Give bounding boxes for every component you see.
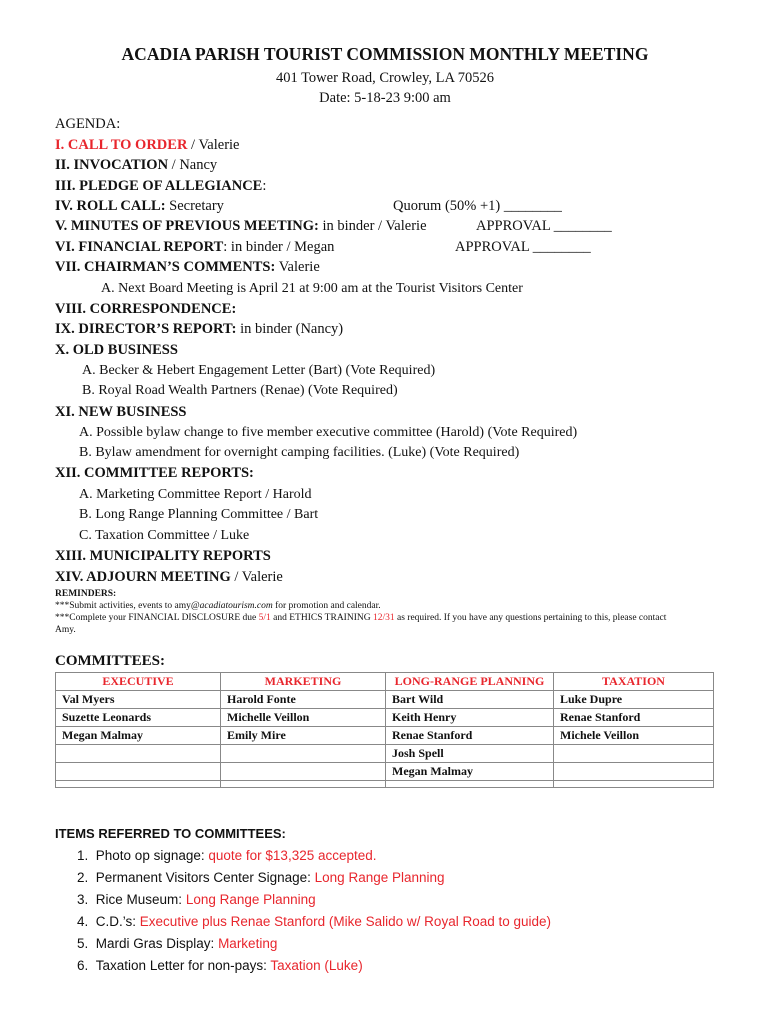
referred-item-text: C.D.’s:: [95, 914, 140, 929]
reminder-line-3: Amy.: [55, 625, 76, 635]
reminder-text: and ETHICS TRAINING: [270, 613, 373, 623]
referred-item-text: Photo op signage:: [95, 848, 209, 863]
agenda-text: / Valerie: [230, 569, 283, 585]
committees-label: COMMITTEES:: [55, 653, 166, 669]
financial-approval-field: APPROVAL ________: [455, 239, 591, 255]
referred-item: [77, 914, 551, 929]
referred-item-committee: quote for $13,325 accepted.: [208, 848, 377, 863]
table-cell: [221, 745, 386, 763]
table-cell: Michele Veillon: [554, 727, 714, 745]
table-cell: Emily Mire: [221, 727, 386, 745]
new-business-item: A. Possible bylaw change to five member executive committee (Harold) (Vote Required): [79, 425, 578, 440]
table-cell: Suzette Leonards: [56, 709, 221, 727]
table-row: [56, 691, 714, 709]
agenda-heading: XIV. ADJOURN MEETING: [55, 569, 231, 585]
agenda-heading: IV. ROLL CALL:: [55, 198, 166, 214]
reminder-date: 12/31: [372, 613, 395, 623]
table-row: [56, 781, 714, 788]
minutes-approval-field: APPROVAL ________: [476, 218, 612, 234]
table-cell: [554, 781, 714, 788]
table-cell: [221, 781, 386, 788]
agenda-heading: VII. CHAIRMAN’S COMMENTS:: [55, 259, 276, 275]
new-business-item: B. Bylaw amendment for overnight camping facilities. (Luke) (Vote Required): [79, 445, 520, 460]
table-row: [56, 709, 714, 727]
agenda-item-roll-call: [55, 198, 224, 215]
column-header-marketing: MARKETING: [221, 673, 386, 691]
quorum-field: Quorum (50% +1) ________: [393, 198, 562, 214]
reminder-text: ***Complete your FINANCIAL DISCLOSURE due: [55, 613, 259, 623]
agenda-heading: IX. DIRECTOR’S REPORT:: [55, 321, 237, 337]
agenda-item-call-to-order: [55, 137, 240, 154]
agenda-item-old-business: X. OLD BUSINESS: [55, 342, 178, 358]
agenda-text: Valerie: [275, 259, 320, 275]
committee-report-item: C. Taxation Committee / Luke: [79, 528, 250, 543]
referred-item-number: 6.: [77, 958, 89, 973]
table-cell: Keith Henry: [386, 709, 554, 727]
agenda-item-minutes: [55, 218, 427, 235]
table-cell: [56, 781, 221, 788]
table-cell: Michelle Veillon: [221, 709, 386, 727]
referred-item-number: 1.: [77, 848, 89, 863]
agenda-item-director: [55, 321, 343, 338]
agenda-text: :: [262, 178, 267, 194]
referred-item-text: Permanent Visitors Center Signage:: [95, 870, 315, 885]
table-row: [56, 727, 714, 745]
page-title: ACADIA PARISH TOURIST COMMISSION MONTHLY MEETING: [121, 44, 649, 64]
agenda-text: in binder / Valerie: [318, 218, 427, 234]
referred-item-committee: Marketing: [218, 936, 278, 951]
agenda-text: in binder (Nancy): [236, 321, 344, 337]
table-cell: [554, 745, 714, 763]
agenda-item-correspondence: VIII. CORRESPONDENCE:: [55, 301, 237, 317]
agenda-heading: I. CALL TO ORDER: [55, 137, 188, 153]
agenda-text: Secretary: [165, 198, 224, 214]
chairman-subitem: A. Next Board Meeting is April 21 at 9:00 am at the Tourist Visitors Center: [101, 281, 523, 296]
agenda-text: : in binder / Megan: [223, 239, 335, 255]
table-cell: Harold Fonte: [221, 691, 386, 709]
old-business-item: A. Becker & Hebert Engagement Letter (Bart) (Vote Required): [82, 363, 436, 378]
agenda-item-financial: [55, 239, 334, 256]
referred-item-number: 3.: [77, 892, 89, 907]
reminder-date: 5/1: [258, 613, 271, 623]
agenda-heading: V. MINUTES OF PREVIOUS MEETING:: [55, 218, 319, 234]
table-cell: Luke Dupre: [554, 691, 714, 709]
table-cell: [56, 745, 221, 763]
agenda-item-municipality: XIII. MUNICIPALITY REPORTS: [55, 548, 271, 564]
table-cell: Renae Stanford: [386, 727, 554, 745]
agenda-item-committee-reports: XII. COMMITTEE REPORTS:: [55, 465, 254, 481]
column-header-taxation: TAXATION: [554, 673, 714, 691]
address: 401 Tower Road, Crowley, LA 70526: [275, 70, 495, 86]
reminder-text: for promotion and calendar.: [272, 601, 381, 611]
referred-item-committee: Executive plus Renae Stanford (Mike Salido w/ Royal Road to guide): [139, 914, 552, 929]
table-cell: [386, 781, 554, 788]
referred-item: [77, 870, 445, 885]
reminder-text: ***Submit activities, events to amy: [55, 601, 191, 611]
column-header-executive: EXECUTIVE: [56, 673, 221, 691]
referred-item-committee: Taxation (Luke): [270, 958, 363, 973]
reminders-label: REMINDERS:: [55, 589, 117, 599]
agenda-text: / Valerie: [187, 137, 240, 153]
old-business-item: B. Royal Road Wealth Partners (Renae) (Vote Required): [82, 383, 398, 398]
meeting-date: Date: 5-18-23 9:00 am: [319, 90, 451, 106]
table-row: [56, 745, 714, 763]
table-row: [56, 763, 714, 781]
committee-report-item: A. Marketing Committee Report / Harold: [79, 487, 312, 502]
agenda-label: AGENDA:: [55, 116, 121, 132]
referred-item-text: Mardi Gras Display:: [95, 936, 219, 951]
agenda-item-invocation: [55, 157, 217, 174]
table-cell: Bart Wild: [386, 691, 554, 709]
committees-table: [55, 672, 714, 788]
table-cell: Megan Malmay: [386, 763, 554, 781]
agenda-item-new-business: XI. NEW BUSINESS: [55, 404, 187, 420]
table-cell: Val Myers: [56, 691, 221, 709]
agenda-text: / Nancy: [168, 157, 218, 173]
agenda-item-chairman: [55, 259, 320, 276]
reminder-line-2: [55, 612, 666, 624]
reminder-text: as required. If you have any questions pertaining to this, please contact: [394, 613, 667, 623]
referred-item: [77, 958, 363, 973]
table-cell: [221, 763, 386, 781]
referred-item-text: Taxation Letter for non-pays:: [95, 958, 271, 973]
agenda-heading: VI. FINANCIAL REPORT: [55, 239, 224, 255]
table-cell: Renae Stanford: [554, 709, 714, 727]
referred-item: [77, 848, 377, 863]
committee-report-item: B. Long Range Planning Committee / Bart: [79, 507, 319, 522]
agenda-item-pledge: [55, 178, 266, 195]
referred-item: [77, 892, 316, 907]
referred-item-number: 2.: [77, 870, 89, 885]
column-header-long-range-planning: LONG-RANGE PLANNING: [386, 673, 554, 691]
agenda-item-adjourn: [55, 569, 283, 586]
referred-label: ITEMS REFERRED TO COMMITTEES:: [55, 826, 286, 841]
referred-item-committee: Long Range Planning: [314, 870, 445, 885]
referred-item-number: 5.: [77, 936, 89, 951]
table-cell: [554, 763, 714, 781]
agenda-heading: II. INVOCATION: [55, 157, 169, 173]
reminder-email: @acadiatourism.com: [190, 601, 273, 611]
table-cell: Megan Malmay: [56, 727, 221, 745]
table-cell: Josh Spell: [386, 745, 554, 763]
table-cell: [56, 763, 221, 781]
table-header-row: [56, 673, 714, 691]
referred-item-number: 4.: [77, 914, 89, 929]
referred-item: [77, 936, 277, 951]
agenda-heading: III. PLEDGE OF ALLEGIANCE: [55, 178, 263, 194]
reminder-line-1: [55, 600, 381, 612]
referred-item-text: Rice Museum:: [95, 892, 186, 907]
referred-item-committee: Long Range Planning: [185, 892, 316, 907]
